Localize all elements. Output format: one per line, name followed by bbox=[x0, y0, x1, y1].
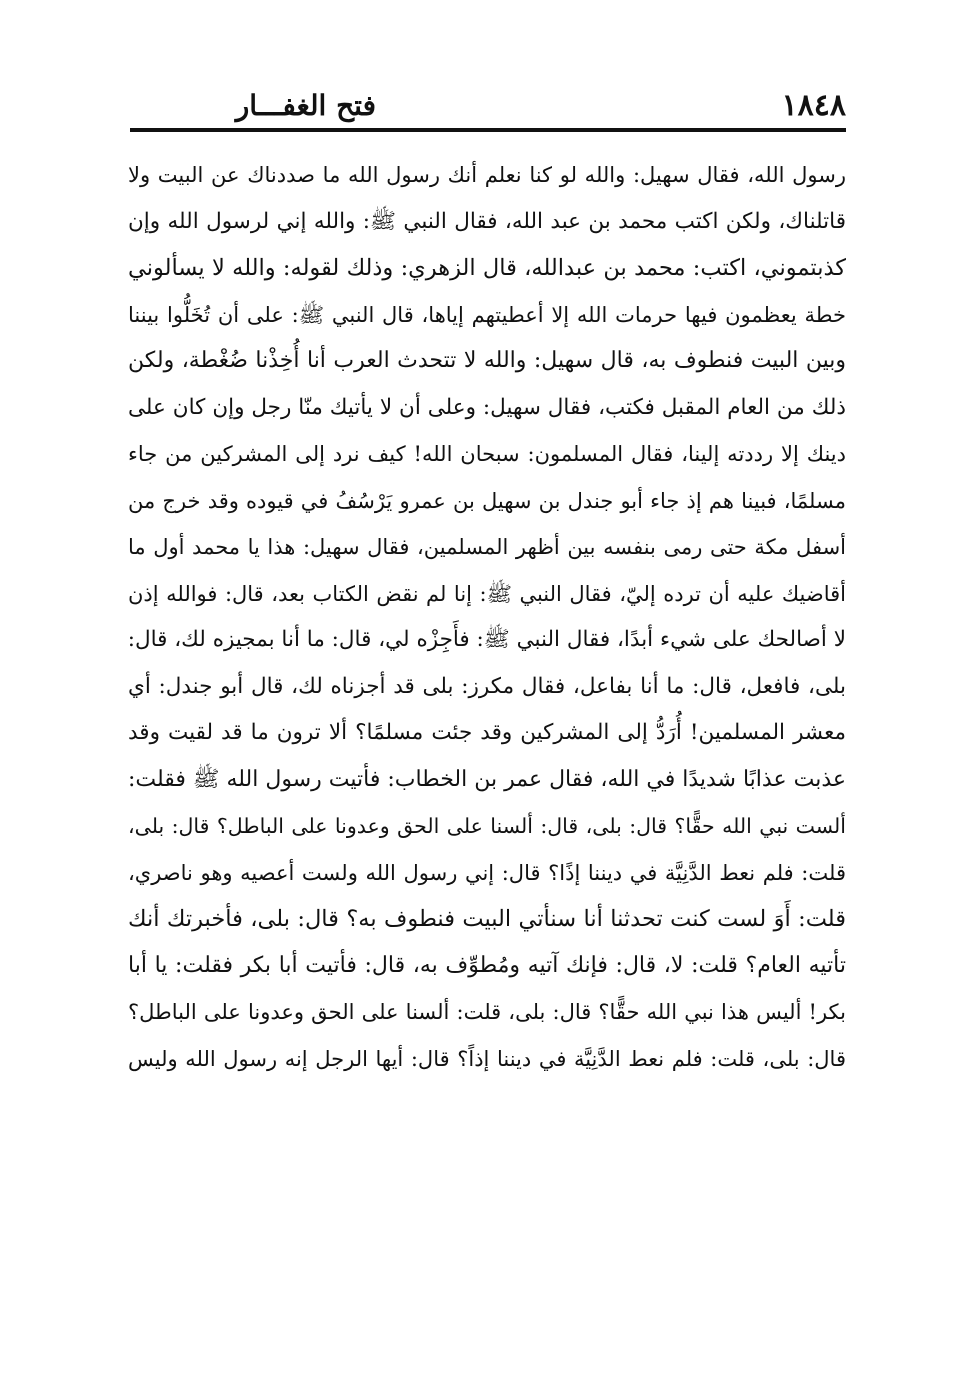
text-line: خطة يعظمون فيها حرمات الله إلا أعطيتهم إياها، قال النبي ﷺ: على أن تُخَلُّوا بيننا bbox=[128, 302, 846, 327]
text-line: قاتلناك، ولكن اكتب محمد بن عبد الله، فقال النبي ﷺ: والله إني لرسول الله وإن bbox=[128, 208, 846, 234]
text-line: كذبتموني، اكتب: محمد بن عبدالله، قال الزهري: وذلك لقوله: والله لا يسألوني bbox=[128, 255, 846, 281]
text-line: عذبت عذابًا شديدًا في الله، فقال عمر بن الخطاب: فأتيت رسول الله ﷺ فقلت: bbox=[128, 766, 846, 792]
text-line: قلت: فلم نعط الدَّنِيَّة في ديننا إذًا؟ قال: إني رسول الله ولست أعصيه وهو ناصري، bbox=[128, 860, 846, 885]
text-line: وبين البيت فنطوف به، قال سهيل: والله لا تتحدث العرب أنا أُخِذْنا ضُغْطة، ولكن bbox=[128, 348, 846, 373]
text-line: معشر المسلمين! أُرَدُّ إلى المشركين وقد جئت مسلمًا؟ ألا ترون ما قد لقيت وقد bbox=[128, 720, 846, 745]
body-text bbox=[128, 152, 846, 1082]
text-line: لا أصالحك على شيء أبدًا، فقال النبي ﷺ: فأَجِزْه لي، قال: ما أنا بمجيزه لك، قال: bbox=[128, 627, 846, 652]
header-rule bbox=[130, 128, 846, 132]
text-line: أقاضيك عليه أن ترده إليّ، فقال النبي ﷺ: إنا لم نقض الكتاب بعد، قال: فوالله إذن bbox=[128, 581, 846, 606]
text-line: ألست نبي الله حقًّا؟ قال: بلى، قال: ألسنا على الحق وعدونا على الباطل؟ قال: بلى، bbox=[128, 814, 846, 838]
page-number: ١٨٤٨ bbox=[781, 88, 846, 123]
text-line: تأتيه العام؟ قلت: لا، قال: فإنك آتيه ومُطوِّف به، قال: فأتيت أبا بكر فقلت: يا أبا bbox=[128, 952, 846, 978]
text-line: قال: بلى، قلت: فلم نعط الدَّنِيَّة في ديننا إذاً؟ قال: أيها الرجل إنه رسول الله وليس bbox=[128, 1046, 846, 1071]
text-line: بكر! أليس هذا نبي الله حقًّا؟ قال: بلى، قلت: ألسنا على الحق وعدونا على الباطل؟ bbox=[128, 1000, 846, 1024]
running-title: فتح الغفـــار bbox=[235, 89, 376, 122]
text-line: دينك إلا رددته إلينا، فقال المسلمون: سبحان الله! كيف نرد إلى المشركين من جاء bbox=[128, 442, 846, 466]
text-line: ذلك من العام المقبل فكتب، فقال سهيل: وعلى أن لا يأتيك منّا رجل وإن كان على bbox=[128, 394, 846, 420]
text-line: رسول الله، فقال سهيل: والله لو كنا نعلم أنك رسول الله ما صددناك عن البيت ولا bbox=[128, 163, 846, 187]
text-line: قلت: أَوَ لست كنت تحدثنا أنا سنأتي البيت فنطوف به؟ قال: بلى، فأخبرتك أنك bbox=[128, 906, 846, 932]
page-header bbox=[130, 82, 846, 126]
text-line: أسفل مكة حتى رمى بنفسه بين أظهر المسلمين، فقال سهيل: هذا يا محمد أول ما bbox=[128, 535, 846, 559]
text-line: بلى، فافعل، قال: ما أنا بفاعل، فقال مكرز: بلى قد أجزناه لك، قال أبو جندل: أي bbox=[128, 673, 846, 699]
text-line: مسلمًا، فبينا هم إذ جاء أبو جندل بن سهيل بن عمرو يَرْسُفُ في قيوده وقد خرج من bbox=[128, 488, 846, 513]
